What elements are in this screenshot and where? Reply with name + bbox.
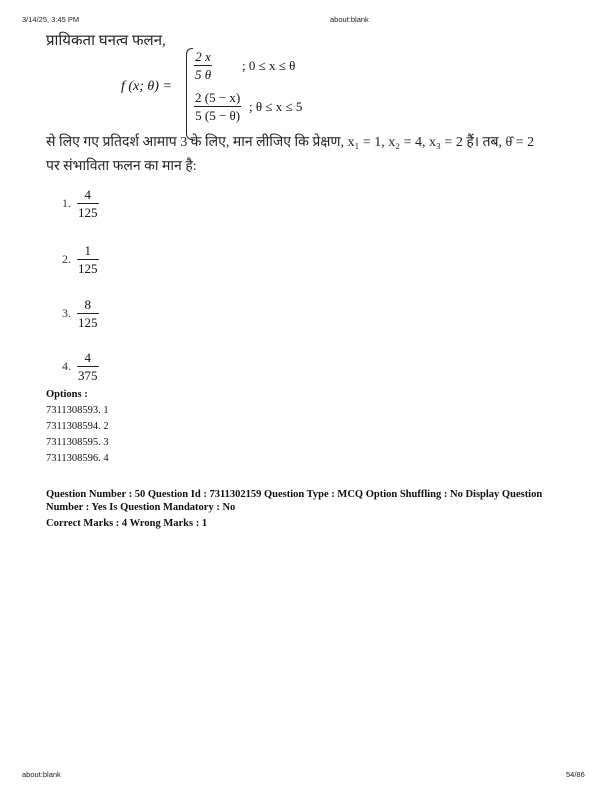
case-1-numerator: 2 x bbox=[195, 49, 211, 64]
question-meta: Question Number : 50 Question Id : 7311302159 Question Type : MCQ Option Shuffling : No Display Question Number : Yes Is Question Mandatory : No bbox=[46, 489, 543, 513]
option-3 bbox=[62, 298, 99, 329]
case-2 bbox=[194, 90, 303, 123]
marks-meta: Correct Marks : 4 Wrong Marks : 1 bbox=[46, 518, 208, 529]
option-id-3: 7311308595. 3 bbox=[46, 437, 109, 448]
option-id-4: 7311308596. 4 bbox=[46, 453, 109, 464]
option-2 bbox=[62, 244, 99, 275]
option-number: 1. bbox=[62, 196, 71, 210]
page-number: 54/86 bbox=[566, 770, 585, 779]
option-denominator: 125 bbox=[78, 261, 98, 276]
question-intro: प्रायिकता घनत्व फलन, bbox=[46, 33, 166, 49]
case-2-condition: ; θ ≤ x ≤ 5 bbox=[249, 99, 303, 114]
option-numerator: 4 bbox=[84, 187, 91, 202]
case-2-numerator: 2 (5 − x) bbox=[195, 90, 241, 105]
case-1-denominator: 5 θ bbox=[195, 67, 212, 82]
print-page-url: about:blank bbox=[330, 15, 369, 24]
option-numerator: 8 bbox=[84, 297, 91, 312]
question-line-3: से लिए गए प्रतिदर्श आमाप 3 के लिए, मान लीजिए कि प्रेक्षण, x₁ = 1, x₂ = 4, x₃ = 2 हैं। तब, θ̂ = 2 bbox=[46, 135, 535, 150]
case-1-condition: ; 0 ≤ x ≤ θ bbox=[242, 58, 296, 73]
footer-url: about:blank bbox=[22, 770, 61, 779]
option-id-2: 7311308594. 2 bbox=[46, 421, 109, 432]
option-number: 3. bbox=[62, 306, 71, 320]
option-denominator: 125 bbox=[78, 205, 98, 220]
option-denominator: 125 bbox=[78, 315, 98, 330]
option-number: 4. bbox=[62, 359, 71, 373]
option-id-1: 7311308593. 1 bbox=[46, 405, 109, 416]
option-numerator: 1 bbox=[84, 243, 91, 258]
option-4 bbox=[62, 351, 99, 382]
option-1 bbox=[62, 188, 99, 219]
options-label: Options : bbox=[46, 389, 88, 400]
option-denominator: 375 bbox=[78, 368, 98, 383]
case-2-denominator: 5 (5 − θ) bbox=[195, 108, 241, 123]
print-timestamp: 3/14/25, 3:45 PM bbox=[22, 15, 80, 24]
function-label: f (x; θ) = bbox=[121, 79, 172, 94]
option-numerator: 4 bbox=[84, 350, 91, 365]
case-1 bbox=[194, 49, 296, 82]
option-number: 2. bbox=[62, 252, 71, 266]
case-brace bbox=[186, 48, 193, 140]
question-line-4: पर संभाविता फलन का मान है: bbox=[46, 159, 197, 174]
